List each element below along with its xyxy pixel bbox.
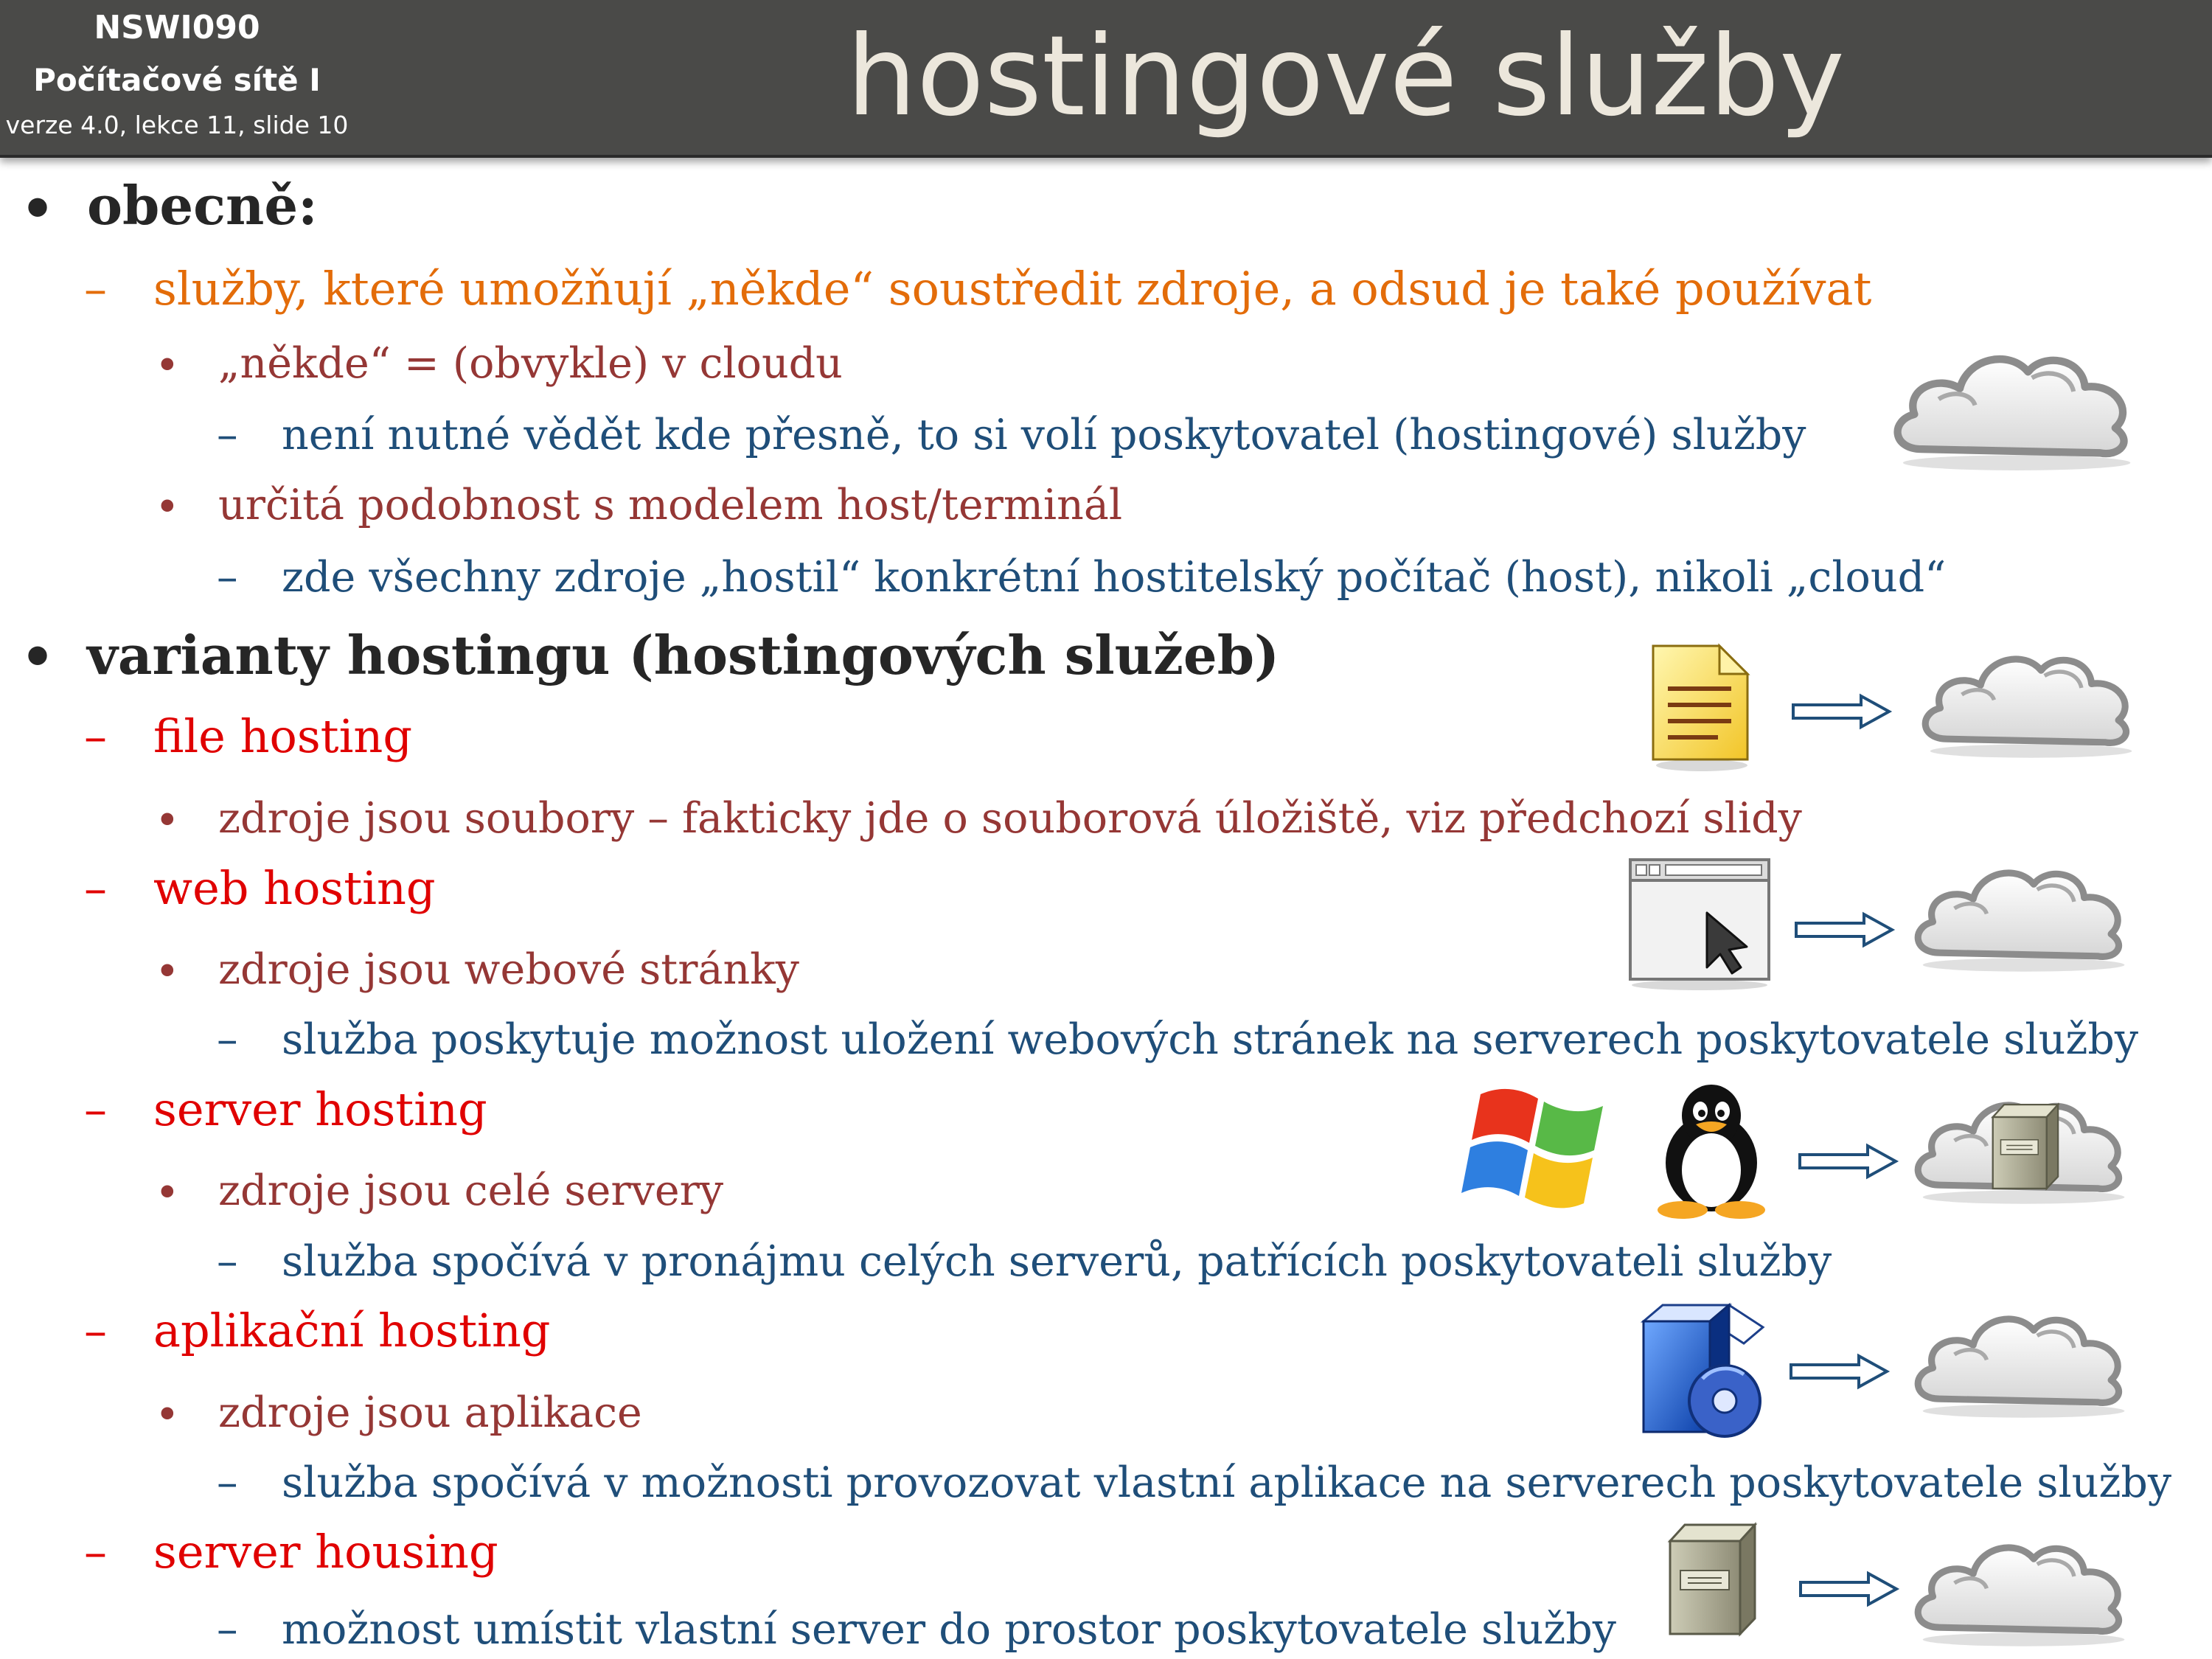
server-housing-description: možnost umístit vlastní server do prostor poskytovatele služby: [282, 1605, 1616, 1654]
bullet-marker: •: [155, 341, 180, 390]
web-hosting-description: služba poskytuje možnost uložení webových stránek na serverech poskytovatele služby: [282, 1015, 2139, 1064]
bullet-marker: •: [155, 1169, 180, 1217]
dash-marker: –: [217, 411, 238, 459]
browser-window-icon: [1626, 855, 1773, 992]
arrow-right-icon: [1798, 1571, 1901, 1607]
course-code: NSWI090: [94, 9, 260, 46]
dash-marker: –: [217, 553, 238, 602]
dash-marker: –: [84, 709, 107, 763]
arrow-right-icon: [1793, 911, 1896, 948]
bullet-marker: •: [155, 796, 180, 845]
slide-title: hostingové služby: [846, 13, 1845, 141]
arrow-right-icon: [1790, 693, 1893, 730]
variants-heading: varianty hostingu (hostingových služeb): [87, 624, 1280, 686]
general-heading: obecně:: [87, 174, 318, 237]
dash-marker: –: [217, 1237, 238, 1286]
windows-logo-icon: [1458, 1078, 1621, 1217]
cloud-icon: [1884, 335, 2142, 472]
server-hosting-heading: server hosting: [153, 1082, 487, 1136]
cloud-icon: [1913, 634, 2142, 763]
not-necessary-line: není nutné vědět kde přesně, to si volí poskytovatel (hostingové) služby: [282, 411, 1806, 459]
arrow-right-icon: [1788, 1353, 1891, 1390]
bullet-marker: •: [21, 625, 55, 688]
app-hosting-heading: aplikační hosting: [153, 1304, 551, 1357]
dash-marker: –: [217, 1605, 238, 1654]
somewhere-line: „někde“ = (obvykle) v cloudu: [218, 339, 843, 388]
similarity-line: určitá podobnost s modelem host/terminál: [218, 481, 1123, 529]
document-icon: [1644, 641, 1755, 774]
cloud-icon: [1906, 1294, 2135, 1423]
bullet-marker: •: [21, 177, 55, 240]
file-hosting-resources: zdroje jsou soubory – fakticky jde o souborová úložiště, viz předchozí slidy: [218, 794, 1802, 843]
slide-version: verze 4.0, lekce 11, slide 10: [5, 111, 349, 139]
general-definition: služby, které umožňují „někde“ soustředit zdroje, a odsud je také používat: [153, 262, 1872, 316]
dash-marker: –: [84, 861, 107, 915]
cloud-icon: [1906, 848, 2135, 977]
bullet-marker: •: [155, 483, 180, 532]
slide-header: [0, 0, 2212, 158]
server-housing-heading: server housing: [153, 1525, 498, 1579]
dash-marker: –: [217, 1458, 238, 1507]
dash-marker: –: [84, 1304, 107, 1357]
server-icon: [1987, 1100, 2061, 1191]
course-name: Počítačové sítě I: [33, 62, 321, 98]
arrow-right-icon: [1797, 1143, 1900, 1180]
dash-marker: –: [84, 1525, 107, 1579]
dash-marker: –: [84, 262, 107, 316]
host-detail-line: zde všechny zdroje „hostil“ konkrétní hostitelský počítač (host), nikoli „cloud“: [282, 553, 1947, 602]
cloud-icon: [1906, 1523, 2135, 1652]
server-hosting-resources: zdroje jsou celé servery: [218, 1166, 724, 1215]
dash-marker: –: [217, 1015, 238, 1064]
dash-marker: –: [84, 1082, 107, 1136]
software-box-icon: [1633, 1292, 1773, 1439]
app-hosting-description: služba spočívá v možnosti provozovat vlastní aplikace na serverech poskytovatele služby: [282, 1458, 2172, 1507]
web-hosting-resources: zdroje jsou webové stránky: [218, 945, 799, 994]
file-hosting-heading: file hosting: [153, 709, 413, 763]
bullet-marker: •: [155, 947, 180, 996]
server-hosting-description: služba spočívá v pronájmu celých serverů, patřících poskytovateli služby: [282, 1237, 1832, 1286]
web-hosting-heading: web hosting: [153, 861, 436, 915]
app-hosting-resources: zdroje jsou aplikace: [218, 1388, 642, 1437]
tux-icon: [1650, 1080, 1773, 1220]
bullet-marker: •: [155, 1391, 180, 1439]
server-icon: [1663, 1519, 1759, 1637]
